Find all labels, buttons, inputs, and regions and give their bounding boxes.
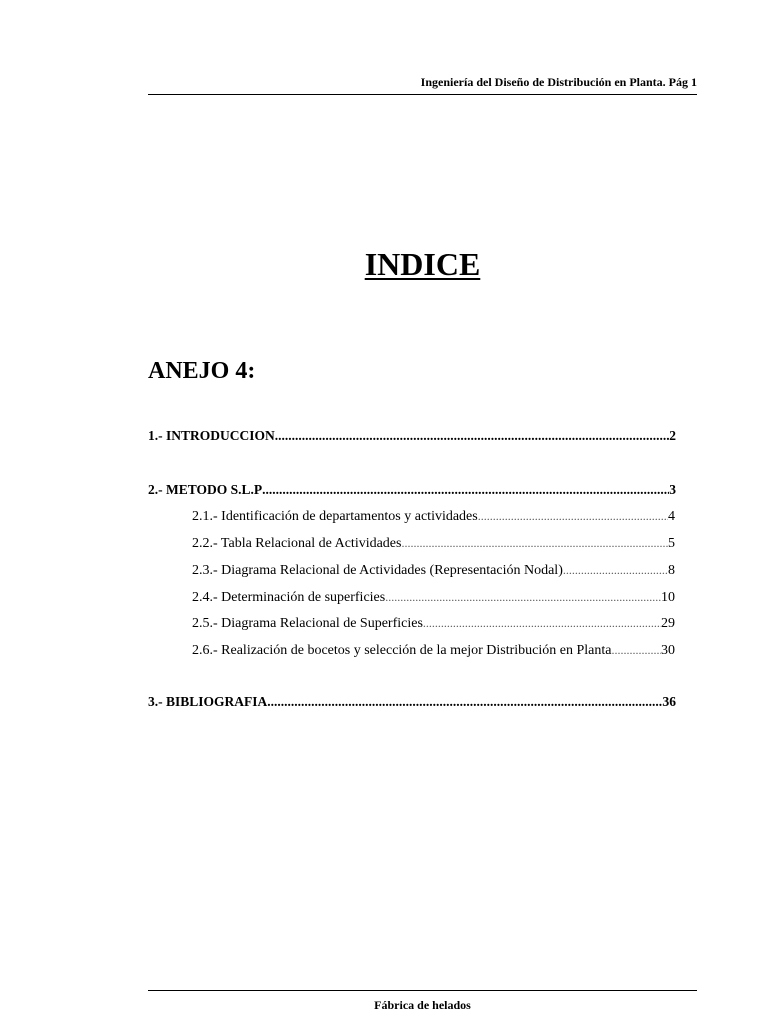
toc-entry-introduccion[interactable]	[148, 427, 676, 445]
toc-entry-page: 3	[669, 482, 676, 497]
toc-leader-dots	[611, 641, 661, 659]
toc-entry-bibliografia[interactable]	[148, 693, 676, 711]
toc-leader-dots	[267, 693, 662, 711]
toc-subentry-page: 30	[661, 643, 675, 658]
toc-entry-label: 3.- BIBLIOGRAFIA	[148, 694, 268, 709]
toc-subentry-label: 2.5.- Diagrama Relacional de Superficies	[192, 616, 423, 631]
toc-leader-dots	[478, 507, 668, 525]
toc-subentry-label: 2.2.- Tabla Relacional de Actividades	[192, 536, 402, 551]
toc-subentry-page: 5	[668, 536, 675, 551]
toc-subentry-label: 2.4.- Determinación de superficies	[192, 590, 386, 605]
toc-subentry-page: 29	[661, 616, 675, 631]
toc-subentry-page: 4	[668, 509, 675, 524]
toc-leader-dots	[275, 427, 669, 445]
annex-heading: ANEJO 4:	[148, 358, 256, 384]
footer-text: Fábrica de helados	[374, 998, 471, 1012]
toc-leader-dots	[563, 561, 668, 579]
toc-entry-label: 2.- METODO S.L.P	[148, 482, 263, 497]
toc-subentry-2-2[interactable]	[192, 534, 675, 553]
page-title: INDICE	[364, 246, 481, 282]
footer-divider	[148, 990, 697, 991]
page-header	[148, 72, 697, 95]
toc-subentry-label: 2.3.- Diagrama Relacional de Actividades (Representación Nodal)	[192, 563, 563, 578]
toc-subentry-2-4[interactable]	[192, 588, 675, 607]
toc-entry-metodo-slp[interactable]	[148, 481, 676, 499]
toc-entry-page: 36	[662, 694, 676, 709]
toc-leader-dots	[385, 588, 661, 606]
header-text: Ingeniería del Diseño de Distribución en Planta. Pág 1	[420, 75, 697, 89]
page-footer	[148, 997, 697, 1013]
toc-entry-page: 2	[669, 428, 676, 443]
toc-leader-dots	[401, 534, 668, 552]
toc-subentry-2-6[interactable]	[192, 641, 675, 660]
toc-subentry-page: 10	[661, 590, 675, 605]
toc-subentry-page: 8	[668, 563, 675, 578]
toc-subentry-2-5[interactable]	[192, 614, 675, 633]
toc-subentry-label: 2.1.- Identificación de departamentos y actividades	[192, 509, 478, 524]
toc-leader-dots	[423, 614, 661, 632]
toc-subentry-label: 2.6.- Realización de bocetos y selección de la mejor Distribución en Planta	[192, 643, 612, 658]
toc-subentry-2-1[interactable]	[192, 507, 675, 526]
toc-subentry-2-3[interactable]	[192, 561, 675, 580]
toc-entry-label: 1.- INTRODUCCION	[148, 428, 275, 443]
toc-leader-dots	[262, 481, 669, 499]
